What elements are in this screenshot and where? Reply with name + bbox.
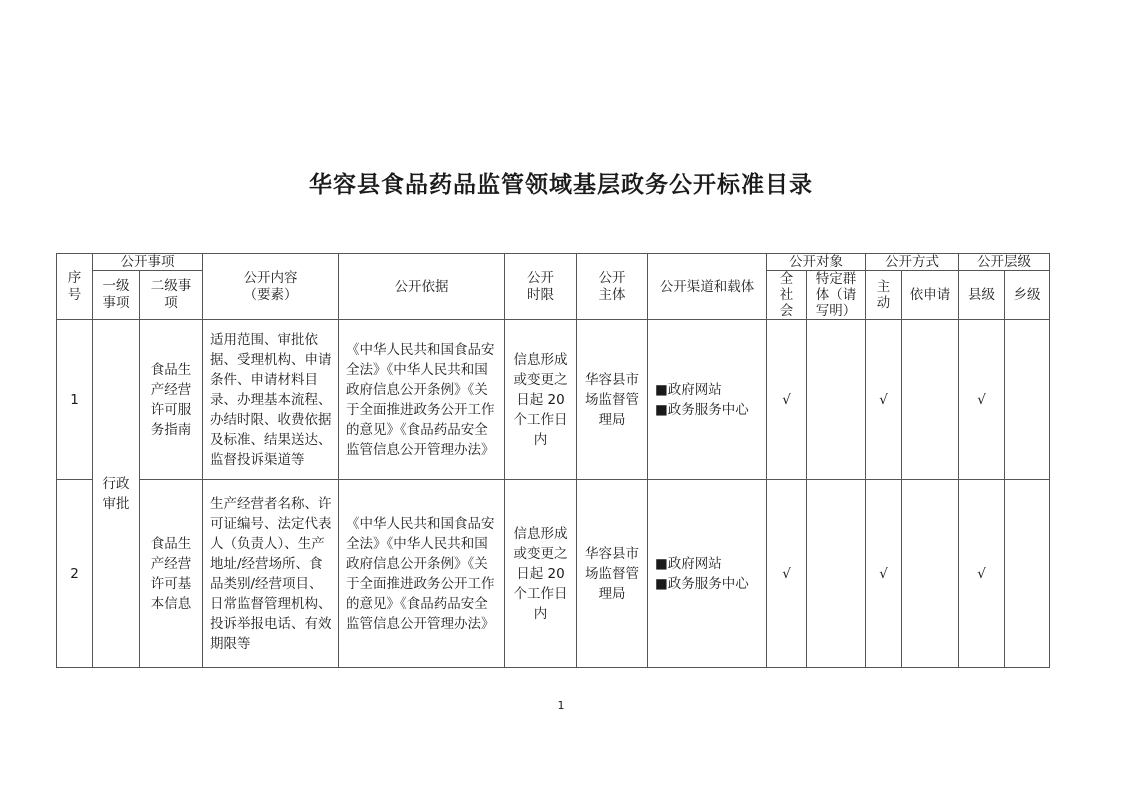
row-method-active: √: [866, 320, 902, 480]
row-level2: 食品生产经营许可服务指南: [140, 320, 203, 480]
header-audience: 公开对象: [767, 254, 866, 271]
row-tier-county: √: [959, 320, 1005, 480]
row-method-request: [902, 480, 959, 668]
header-channel: 公开渠道和载体: [648, 254, 767, 320]
row-method-active: √: [866, 480, 902, 668]
header-tier-county: 县级: [959, 271, 1005, 320]
channel-website: ■政府网站: [655, 381, 722, 398]
header-level1: 一级事项: [93, 271, 140, 320]
header-method: 公开方式: [866, 254, 959, 271]
row-level1: 行政审批: [93, 320, 140, 668]
row-content: 适用范围、审批依据、受理机构、申请条件、申请材料目录、办理基本流程、办结时限、收费依据及标准、结果送达、监督投诉渠道等: [203, 320, 339, 480]
row-channel: [648, 320, 767, 480]
row-audience-all: √: [767, 320, 807, 480]
page-number: 1: [557, 699, 565, 712]
row-tier-county: √: [959, 480, 1005, 668]
header-audience-specific: 特定群体（请写明）: [807, 271, 866, 320]
row-time-limit: 信息形成或变更之日起 20 个工作日内: [505, 480, 577, 668]
header-seq: 序号: [57, 254, 93, 320]
row-time-limit: 信息形成或变更之日起 20 个工作日内: [505, 320, 577, 480]
row-audience-specific: [807, 480, 866, 668]
header-row-1: [57, 254, 1050, 271]
row-subject: 华容县市场监督管理局: [577, 320, 648, 480]
channel-service-center: ■政务服务中心: [655, 401, 749, 418]
header-content: 公开内容（要素）: [203, 254, 339, 320]
row-basis: 《中华人民共和国食品安全法》《中华人民共和国政府信息公开条例》《关于全面推进政务公开工作的意见》《食品药品安全监管信息公开管理办法》: [339, 480, 505, 668]
row-seq: 1: [57, 320, 93, 480]
row-tier-town: [1005, 320, 1050, 480]
header-tier: 公开层级: [959, 254, 1050, 271]
table-row: [57, 320, 1050, 480]
header-matters: 公开事项: [93, 254, 203, 271]
row-tier-town: [1005, 480, 1050, 668]
header-subject: 公开主体: [577, 254, 648, 320]
header-method-active: 主动: [866, 271, 902, 320]
row-channel: [648, 480, 767, 668]
row-method-request: [902, 320, 959, 480]
channel-website: ■政府网站: [655, 555, 722, 572]
row-basis: 《中华人民共和国食品安全法》《中华人民共和国政府信息公开条例》《关于全面推进政务公开工作的意见》《食品药品安全监管信息公开管理办法》: [339, 320, 505, 480]
row-level2: 食品生产经营许可基本信息: [140, 480, 203, 668]
header-basis: 公开依据: [339, 254, 505, 320]
row-content: 生产经营者名称、许可证编号、法定代表人（负责人）、生产地址/经营场所、食品类别/经营项目、日常监督管理机构、投诉举报电话、有效期限等: [203, 480, 339, 668]
disclosure-catalog-table: [56, 253, 1050, 668]
channel-service-center: ■政务服务中心: [655, 575, 749, 592]
header-audience-all: 全社会: [767, 271, 807, 320]
header-time-limit: 公开时限: [505, 254, 577, 320]
table-row: [57, 480, 1050, 668]
document-title: 华容县食品药品监管领域基层政务公开标准目录: [309, 171, 813, 198]
header-method-request: 依申请: [902, 271, 959, 320]
row-audience-all: √: [767, 480, 807, 668]
row-audience-specific: [807, 320, 866, 480]
row-seq: 2: [57, 480, 93, 668]
header-level2: 二级事项: [140, 271, 203, 320]
row-subject: 华容县市场监督管理局: [577, 480, 648, 668]
header-tier-town: 乡级: [1005, 271, 1050, 320]
